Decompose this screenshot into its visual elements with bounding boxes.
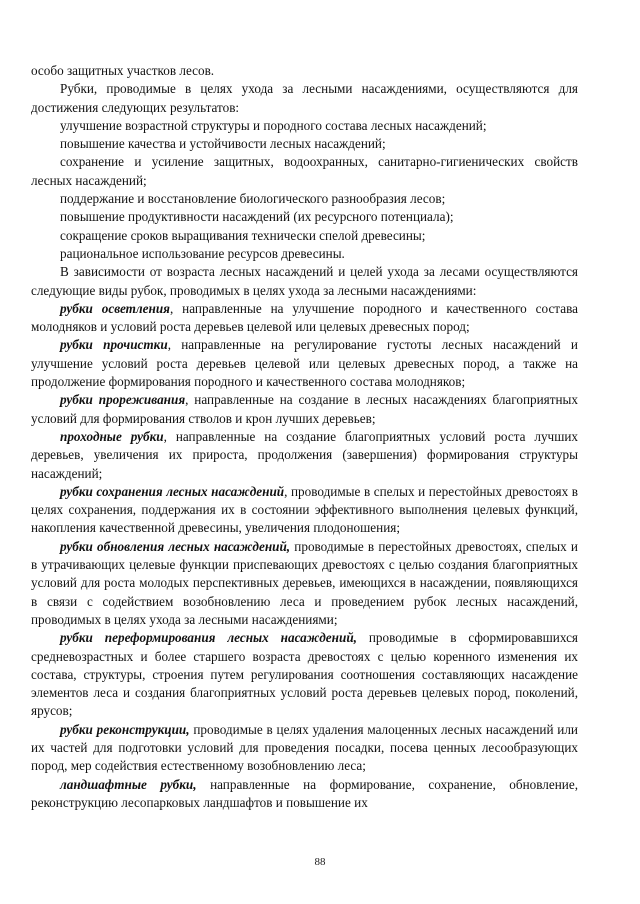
lead-line: особо защитных участков лесов. — [31, 63, 215, 78]
result-item: повышение качества и устойчивости лесных насаждений; — [60, 136, 386, 152]
cutting-description: направленные на формирование, сохранение, обновление, реконструкцию лесопарковых ландшафтов и повышение их — [31, 776, 578, 810]
result-item: повышение продуктивности насаждений (их ресурсного потенциала); — [60, 209, 454, 225]
cutting-type-paragraph — [31, 391, 578, 428]
cutting-description: , направленные на улучшение породного и качественного состава молодняков и условий роста деревьев целевой или целевых древесных пород; — [31, 300, 578, 335]
result-item: поддержание и восстановление биологического разнообразия лесов; — [60, 191, 446, 207]
cutting-description: , направленные на регулирование густоты лесных насаждений и улучшение условий роста деревьев целевой или целевых древесных пород, а также на продолжение формирования породного и качественного состава молодняков; — [31, 337, 578, 390]
cutting-term: рубки переформирования лесных насаждений, — [60, 630, 357, 646]
cutting-description: проводимые в сформировавшихся средневозрастных и более старшего возраста древостоях с целью коренного изменения их состава, структуры, строения путем регулирования соотношения составляющих насаждение элементов леса и создания благоприятных условий роста деревьев целевых пород, поколений, ярусов; — [31, 630, 578, 719]
cutting-description: проводимые в перестойных древостоях, спелых и в утрачивающих целевые функции приспевающих древостоях с целью создания благоприятных условий для роста молодых перспективных деревьев, имеющихся в насаждении, появляющихся в связи с содействием возобновлению леса и проведением рубок лесных насаждений, проводимых в целях ухода за лесными насаждениями; — [31, 538, 578, 627]
intro-paragraph: Рубки, проводимые в целях ухода за лесными насаждениями, осуществляются для достижения следующих результатов: — [31, 81, 578, 115]
cutting-type-paragraph — [31, 300, 578, 337]
cutting-type-paragraph — [31, 428, 578, 483]
result-item: сохранение и усиление защитных, водоохранных, санитарно-гигиенических свойств лесных насаждений; — [31, 154, 578, 188]
cutting-term: рубки реконструкции, — [60, 721, 190, 737]
cutting-term: проходные рубки — [60, 428, 164, 444]
cutting-term: рубки обновления лесных насаждений, — [60, 538, 291, 554]
cutting-description: , направленные на создание в лесных насаждениях благоприятных условий для формирования стволов и крон лучших деревьев; — [31, 392, 578, 426]
document-body — [31, 62, 578, 812]
cutting-type-paragraph — [31, 538, 578, 629]
cutting-term: рубки сохранения лесных насаждений — [60, 483, 285, 499]
cutting-type-paragraph — [31, 776, 578, 813]
cutting-term: рубки прореживания — [60, 392, 186, 408]
result-item: сокращение сроков выращивания технически спелой древесины; — [60, 227, 426, 243]
cutting-term: рубки прочистки — [60, 337, 168, 353]
cutting-type-paragraph — [31, 336, 578, 391]
page-number: 88 — [314, 856, 326, 868]
cutting-term: рубки осветления — [60, 300, 170, 316]
cutting-description: проводимые в целях удаления малоценных лесных насаждений или их частей для подготовки условий для проведения посадки, посева ценных лесообразующих пород, мер содействия естественному возобновлению леса; — [31, 721, 578, 774]
cutting-description: , направленные на создание благоприятных условий роста лучших деревьев, увеличения их прироста, продолжения (завершения) формирования структуры насаждений; — [31, 428, 578, 481]
types-intro-paragraph: В зависимости от возраста лесных насаждений и целей ухода за лесами осуществляются следующие виды рубок, проводимых в целях ухода за лесными насаждениями: — [31, 264, 578, 298]
cutting-term: ландшафтные рубки, — [60, 776, 197, 792]
result-item: рациональное использование ресурсов древесины. — [60, 245, 345, 261]
cutting-type-paragraph — [31, 721, 578, 776]
cutting-description: , проводимые в спелых и перестойных древостоях в целях сохранения, поддержания их в состоянии эффективного выполнения целевых функций, накопления качественной древесины, увеличения плодоношения; — [31, 483, 578, 536]
cutting-type-paragraph — [31, 483, 578, 538]
result-item: улучшение возрастной структуры и породного состава лесных насаждений; — [60, 117, 487, 133]
cutting-type-paragraph — [31, 629, 578, 720]
